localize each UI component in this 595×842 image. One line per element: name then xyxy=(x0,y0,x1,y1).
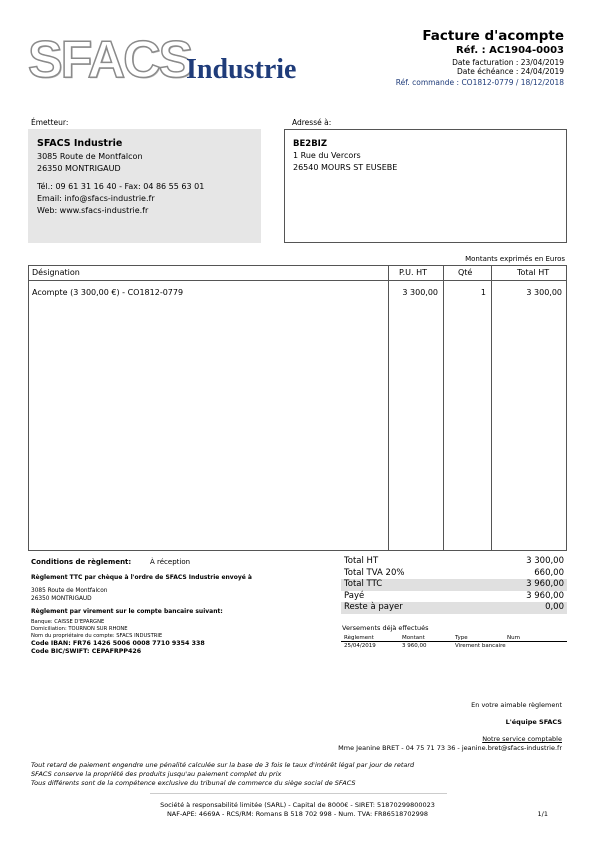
legal-note: Tous différents sont de la compétence exclusive du tribunal de commerce du siège social de SFACS xyxy=(31,779,356,787)
versements-header: Règlement Montant Type Num xyxy=(341,634,567,642)
date-echeance: Date échéance : 24/04/2019 xyxy=(456,67,564,76)
totals-block xyxy=(341,556,567,614)
total-tva-row: Total TVA 20% 660,00 xyxy=(344,567,564,578)
invoice-lines-table xyxy=(28,265,567,551)
total-ht-row: Total HT 3 300,00 xyxy=(344,556,564,566)
iban: Code IBAN: FR76 1426 5006 0008 7710 9354 338 xyxy=(31,640,205,647)
document-ref: Réf. : AC1904-0003 xyxy=(456,45,564,56)
emetteur-email: Email: info@sfacs-industrie.fr xyxy=(37,194,155,203)
service: Notre service comptable xyxy=(482,735,562,743)
ref-commande: Réf. commande : CO1812-0779 / 18/12/2018 xyxy=(395,78,564,87)
page-number: 1/1 xyxy=(537,810,548,818)
conditions-value: À réception xyxy=(150,558,191,566)
footer-separator xyxy=(150,793,447,794)
paye-row: Payé 3 960,00 xyxy=(344,590,564,601)
footer-line1: Société à responsabilité limitée (SARL) - Capital de 8000€ - SIRET: 51870299800023 xyxy=(160,801,435,809)
cheque-address1: 3085 Route de Montfalcon xyxy=(31,588,108,594)
contact: Mme Jeanine BRET - 04 75 71 73 36 - jeanine.bret@sfacs-industrie.fr xyxy=(338,744,562,752)
versement-row: 25/04/2019 3 960,00 Virement bancaire xyxy=(344,643,506,649)
destinataire-name: BE2BIZ xyxy=(293,139,328,149)
cheque-title: Règlement TTC par chèque à l'ordre de SFACS Industrie envoyé à xyxy=(31,574,252,581)
cheque-address2: 26350 MONTRIGAUD xyxy=(31,596,92,602)
greeting: En votre aimable règlement xyxy=(471,701,562,709)
reste-a-payer-row: Reste à payer 0,00 xyxy=(341,602,567,614)
virement-title: Règlement par virement sur le compte bancaire suivant: xyxy=(31,608,223,615)
company-logo xyxy=(28,30,318,90)
row-qte: 1 xyxy=(480,288,486,297)
logo-suffix: Industrie xyxy=(186,54,297,85)
conditions-label: Conditions de règlement: xyxy=(31,558,132,566)
team: L'équipe SFACS xyxy=(505,718,562,726)
date-facturation: Date facturation : 23/04/2019 xyxy=(452,58,564,67)
emetteur-address1: 3085 Route de Montfalcon xyxy=(37,152,143,161)
destinataire-box xyxy=(284,129,567,243)
payment-instructions xyxy=(31,574,331,656)
row-pu-ht: 3 300,00 xyxy=(402,288,438,297)
emetteur-web: Web: www.sfacs-industrie.fr xyxy=(37,206,149,215)
emetteur-name: SFACS Industrie xyxy=(37,138,123,149)
proprietaire: Nom du propriétaire du compte: SFACS INDUSTRIE xyxy=(31,633,163,639)
emetteur-phone: Tél.: 09 61 31 16 40 - Fax: 04 86 55 63 01 xyxy=(37,182,205,191)
legal-note: Tout retard de paiement engendre une pénalité calculée sur la base de 3 fois le taux d'intérêt légal par jour de retard xyxy=(31,761,415,769)
header-pu-ht: P.U. HT xyxy=(399,268,427,277)
document-title: Facture d'acompte xyxy=(422,28,564,44)
row-designation: Acompte (3 300,00 €) - CO1812-0779 xyxy=(32,288,184,297)
emetteur-label: Émetteur: xyxy=(31,118,69,127)
footer-line2: NAF-APE: 4669A - RCS/RM: Romans B 518 702 998 - Num. TVA: FR86518702998 xyxy=(166,810,429,818)
emetteur-address2: 26350 MONTRIGAUD xyxy=(37,164,121,173)
header-designation: Désignation xyxy=(32,268,80,277)
row-total-ht: 3 300,00 xyxy=(526,288,562,297)
total-ttc-row: Total TTC 3 960,00 xyxy=(341,579,567,591)
currency-note: Montants exprimés en Euros xyxy=(465,255,565,263)
versements-title: Versements déjà effectués xyxy=(342,624,429,632)
emetteur-box xyxy=(28,129,261,243)
destinataire-label: Adressé à: xyxy=(292,118,332,127)
document-header xyxy=(396,28,564,87)
destinataire-address1: 1 Rue du Vercors xyxy=(293,151,361,160)
header-qte: Qté xyxy=(458,268,473,277)
table-header xyxy=(29,266,566,281)
versements-table xyxy=(341,634,567,650)
header-total-ht: Total HT xyxy=(517,268,550,277)
logo-brand: SFACS xyxy=(28,31,192,89)
banque: Banque: CAISSE D'EPARGNE xyxy=(31,619,105,625)
destinataire-address2: 26540 MOURS ST EUSEBE xyxy=(293,163,398,172)
legal-notes xyxy=(31,761,414,788)
bic: Code BIC/SWIFT: CEPAFRPP426 xyxy=(31,648,142,655)
legal-note: SFACS conserve la propriété des produits jusqu'au paiement complet du prix xyxy=(31,770,282,778)
domiciliation: Domiciliation: TOURNON SUR RHONE xyxy=(31,626,128,632)
